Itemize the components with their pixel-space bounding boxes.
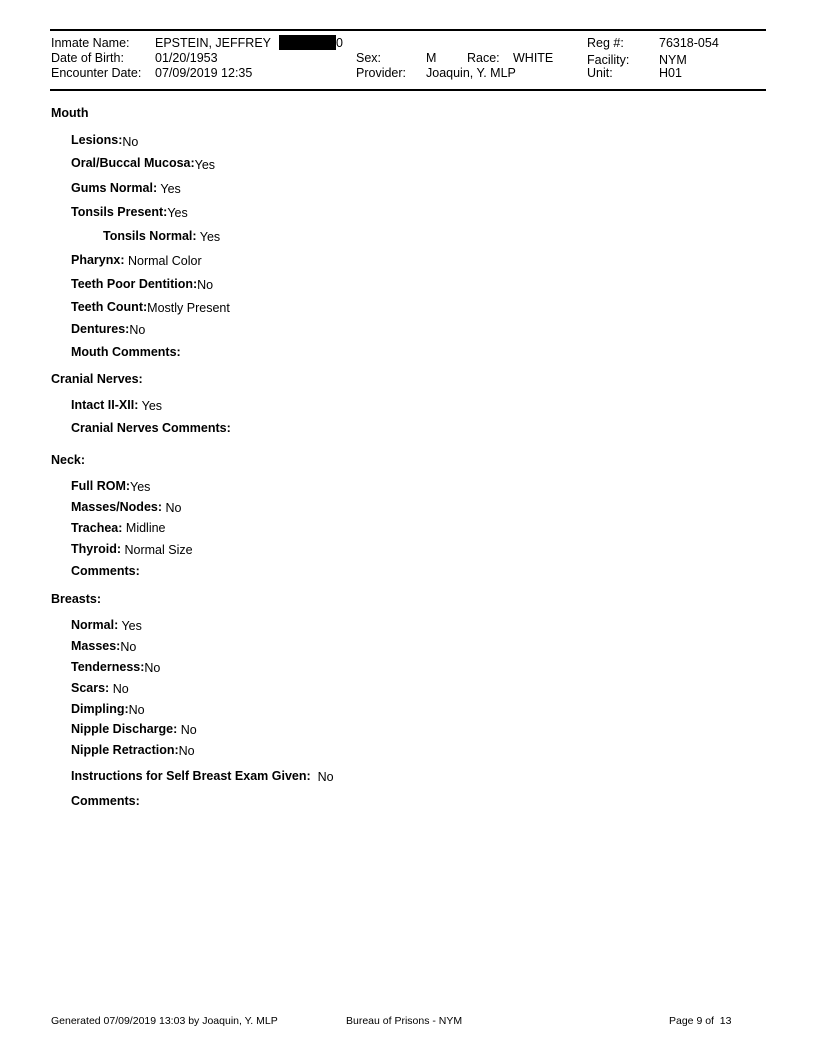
facility-value: NYM [659, 53, 687, 67]
field-label: Comments: [71, 794, 140, 808]
field-dentures [71, 322, 145, 336]
field-nipple-retraction [71, 743, 195, 757]
field-label: Thyroid: [71, 542, 121, 556]
field-label: Comments: [71, 564, 140, 578]
field-tenderness [71, 660, 160, 674]
field-label: Gums Normal: [71, 181, 158, 195]
field-value: No [317, 770, 334, 784]
field-label: Masses: [71, 639, 121, 653]
facility-label: Facility: [587, 53, 630, 67]
page-label: Page 9 of [669, 1015, 714, 1027]
field-pharynx [71, 253, 202, 267]
field-intact-ii-xii [71, 398, 162, 412]
field-label: Cranial Nerves Comments: [71, 421, 231, 435]
field-full-rom [71, 479, 150, 493]
field-label: Nipple Retraction: [71, 743, 179, 757]
sex-value: M [426, 51, 437, 65]
dob-value: 01/20/1953 [155, 51, 218, 65]
field-value: Normal Size [124, 543, 193, 557]
field-value: No [120, 640, 137, 654]
header-top-rule [50, 29, 766, 31]
field-trachea [71, 521, 166, 535]
field-value: Mostly Present [147, 301, 230, 315]
field-label: Tonsils Present: [71, 205, 168, 219]
inmate-name-value: EPSTEIN, JEFFREY [155, 36, 271, 50]
field-label: Instructions for Self Breast Exam Given: [71, 769, 311, 783]
field-label: Intact II-XII: [71, 398, 139, 412]
field-value: No [197, 278, 214, 292]
field-label: Dentures: [71, 322, 130, 336]
page-total: 13 [719, 1015, 732, 1027]
section-heading-mouth: Mouth [51, 106, 89, 120]
unit-label: Unit: [587, 66, 613, 80]
field-value: Yes [167, 206, 188, 220]
field-label: Trachea: [71, 521, 123, 535]
section-heading-cranial-nerves: Cranial Nerves: [51, 372, 143, 386]
field-value: Yes [141, 399, 163, 413]
field-label: Masses/Nodes: [71, 500, 163, 514]
section-heading-breasts: Breasts: [51, 592, 102, 606]
race-value: WHITE [513, 51, 554, 65]
field-label: Tenderness: [71, 660, 145, 674]
field-label: Dimpling: [71, 702, 129, 716]
field-value: No [144, 661, 161, 675]
field-masses-nodes [71, 500, 181, 514]
reg-number-value: 76318-054 [659, 36, 719, 50]
field-teeth-poor-dentition [71, 277, 213, 291]
field-label: Full ROM: [71, 479, 131, 493]
field-value: Yes [160, 182, 181, 196]
dob-label: Date of Birth: [51, 51, 124, 65]
field-label: Oral/Buccal Mucosa: [71, 156, 195, 170]
field-tonsils-normal [103, 229, 220, 243]
field-breasts-normal [71, 618, 142, 632]
field-label: Pharynx: [71, 253, 125, 267]
field-tonsils-present [71, 205, 188, 219]
field-lesions [71, 133, 138, 147]
field-breasts-comments [71, 794, 140, 808]
field-oral-buccal-mucosa [71, 156, 215, 170]
field-dimpling [71, 702, 145, 716]
field-teeth-count [71, 300, 230, 314]
field-thyroid [71, 542, 193, 556]
sex-label: Sex: [356, 51, 382, 65]
field-value: No [128, 703, 145, 717]
field-value: No [129, 323, 146, 337]
field-value: Yes [194, 158, 216, 172]
field-breasts-masses [71, 639, 136, 653]
field-value: No [180, 723, 197, 737]
field-value: No [165, 501, 182, 515]
field-value: Yes [199, 230, 221, 244]
field-value: No [122, 135, 139, 149]
race-label: Race: [467, 51, 500, 65]
section-heading-neck: Neck: [51, 453, 86, 467]
footer-page-number [669, 1015, 731, 1027]
provider-label: Provider: [356, 66, 407, 80]
field-value: No [178, 744, 195, 758]
inmate-name-label: Inmate Name: [51, 36, 130, 50]
field-scars [71, 681, 129, 695]
field-cranial-nerves-comments [71, 421, 231, 435]
field-neck-comments [71, 564, 140, 578]
unit-value: H01 [659, 66, 682, 80]
field-value: Midline [125, 521, 166, 535]
field-gums-normal [71, 181, 181, 195]
field-mouth-comments [71, 345, 181, 359]
redaction-bar [279, 35, 336, 50]
encounter-date-value: 07/09/2019 12:35 [155, 66, 253, 80]
field-label: Mouth Comments: [71, 345, 181, 359]
reg-number-label: Reg #: [587, 36, 624, 50]
field-value: Normal Color [127, 254, 202, 268]
field-label: Nipple Discharge: [71, 722, 178, 736]
header-bottom-rule [50, 89, 766, 91]
field-label: Lesions: [71, 133, 123, 147]
footer-generated: Generated 07/09/2019 13:03 by Joaquin, Y. MLP [51, 1015, 278, 1027]
provider-value: Joaquin, Y. MLP [426, 66, 516, 80]
field-self-breast-exam [71, 769, 334, 783]
footer-bureau: Bureau of Prisons - NYM [346, 1015, 463, 1027]
field-nipple-discharge [71, 722, 197, 736]
inmate-name-tail: 0 [336, 36, 343, 50]
field-value: Yes [130, 480, 151, 494]
field-label: Scars: [71, 681, 110, 695]
field-label: Teeth Poor Dentition: [71, 277, 198, 291]
field-label: Tonsils Normal: [103, 229, 197, 243]
field-label: Teeth Count: [71, 300, 148, 314]
field-label: Normal: [71, 618, 119, 632]
field-value: No [112, 682, 129, 696]
field-value: Yes [121, 619, 142, 633]
encounter-date-label: Encounter Date: [51, 66, 142, 80]
